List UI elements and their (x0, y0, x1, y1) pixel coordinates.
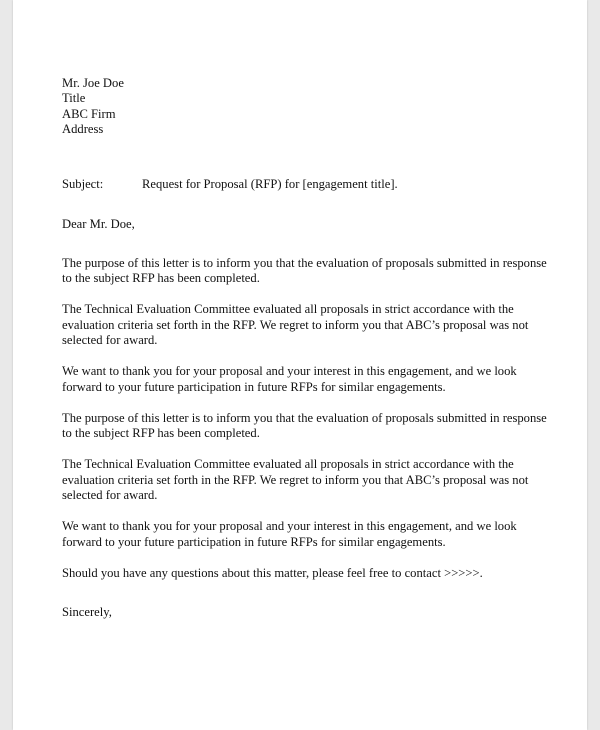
paragraph-3: We want to thank you for your proposal and your interest in this engagement, and we look forward to your future participation in future RFPs for similar engagements. (62, 364, 517, 394)
recipient-title: Title (62, 91, 86, 106)
closing: Sincerely, (62, 605, 112, 620)
paragraph-7: Should you have any questions about this matter, please feel free to contact >>>>>. (62, 565, 483, 580)
subject-text: Request for Proposal (RFP) for [engagement title]. (142, 177, 398, 192)
subject-line (62, 177, 552, 192)
recipient-address: Address (62, 121, 104, 136)
letter-page (13, 0, 587, 730)
paragraph-6: We want to thank you for your proposal and your interest in this engagement, and we look forward to your future participation in future RFPs for similar engagements. (62, 519, 517, 549)
subject-label: Subject: (62, 177, 104, 192)
letter-body (62, 76, 552, 621)
paragraph-4: The purpose of this letter is to inform you that the evaluation of proposals submitted in response to the subject RFP has been completed. (62, 410, 547, 441)
salutation: Dear Mr. Doe, (62, 217, 135, 232)
paragraph-5: The Technical Evaluation Committee evaluated all proposals in strict accordance with the evaluation criteria set forth in the RFP. We regret to inform you that ABC’s proposal was not selected for award. (62, 457, 529, 503)
recipient-block (62, 76, 552, 137)
paragraph-2: The Technical Evaluation Committee evaluated all proposals in strict accordance with the evaluation criteria set forth in the RFP. We regret to inform you that ABC’s proposal was not selected for award. (62, 302, 529, 347)
recipient-name: Mr. Joe Doe (62, 76, 124, 90)
paragraph-1: The purpose of this letter is to inform you that the evaluation of proposals submitted in response to the subject RFP has been completed. (62, 255, 547, 286)
recipient-firm: ABC Firm (62, 106, 116, 121)
